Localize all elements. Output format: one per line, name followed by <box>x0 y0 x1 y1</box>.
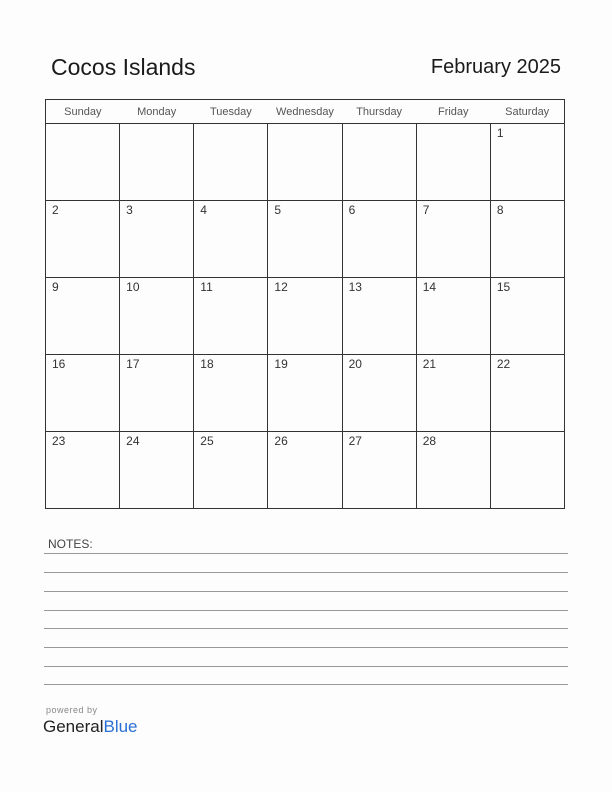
week-row <box>46 201 565 278</box>
week-row <box>46 432 565 509</box>
day-number <box>417 124 490 126</box>
day-cell <box>194 201 268 278</box>
day-number: 22 <box>496 357 511 371</box>
day-number: 25 <box>200 434 214 448</box>
day-cell <box>120 432 194 509</box>
day-number: 13 <box>348 280 362 294</box>
weekday-wednesday: Wednesday <box>268 100 342 124</box>
day-cell <box>268 278 342 355</box>
day-cell <box>490 432 564 509</box>
note-line <box>44 591 568 592</box>
generalblue-logo[interactable] <box>43 717 138 737</box>
note-line <box>44 666 568 667</box>
day-cell <box>416 124 490 201</box>
calendar-grid <box>45 99 565 509</box>
day-number: 14 <box>422 280 437 294</box>
note-line <box>44 610 568 611</box>
logo-general-text: General <box>43 717 104 736</box>
day-number: 5 <box>274 203 282 217</box>
day-number: 27 <box>348 434 362 448</box>
day-cell <box>120 355 194 432</box>
day-number: 8 <box>496 203 504 217</box>
day-number <box>268 124 341 126</box>
day-number: 19 <box>274 357 288 371</box>
day-number: 10 <box>126 280 140 294</box>
day-number: 3 <box>126 203 133 217</box>
day-cell <box>194 278 268 355</box>
day-cell <box>46 201 120 278</box>
day-cell <box>342 124 416 201</box>
note-line <box>44 647 568 648</box>
day-number: 2 <box>52 203 59 217</box>
day-cell <box>342 432 416 509</box>
weekday-thursday: Thursday <box>342 100 416 124</box>
day-cell <box>342 201 416 278</box>
calendar-country-title: Cocos Islands <box>51 54 196 80</box>
day-cell <box>416 432 490 509</box>
day-cell <box>268 432 342 509</box>
day-cell <box>490 355 564 432</box>
week-row <box>46 124 565 201</box>
day-number: 20 <box>348 357 362 371</box>
day-cell <box>46 278 120 355</box>
day-cell <box>268 355 342 432</box>
day-cell <box>194 355 268 432</box>
day-number: 7 <box>422 203 430 217</box>
day-number: 15 <box>496 280 511 294</box>
day-cell <box>46 432 120 509</box>
day-number: 1 <box>496 126 504 140</box>
weekday-header-row <box>46 100 565 124</box>
day-cell <box>120 201 194 278</box>
day-number <box>46 124 119 126</box>
day-number: 17 <box>126 357 140 371</box>
week-row <box>46 278 565 355</box>
weekday-tuesday: Tuesday <box>194 100 268 124</box>
day-number: 28 <box>422 434 437 448</box>
day-cell <box>490 278 564 355</box>
day-number: 16 <box>52 357 66 371</box>
day-number: 6 <box>348 203 356 217</box>
day-number <box>343 124 416 126</box>
weekday-monday: Monday <box>120 100 194 124</box>
day-number: 23 <box>52 434 66 448</box>
powered-by-text: powered by <box>46 705 98 715</box>
day-cell <box>416 201 490 278</box>
day-number: 21 <box>422 357 437 371</box>
day-cell <box>46 355 120 432</box>
day-cell <box>342 355 416 432</box>
day-cell <box>194 124 268 201</box>
note-line <box>44 628 568 629</box>
day-cell <box>194 432 268 509</box>
note-line <box>44 572 568 573</box>
day-number <box>120 124 193 126</box>
day-cell <box>268 201 342 278</box>
notes-label: NOTES: <box>48 537 93 551</box>
day-number: 4 <box>200 203 207 217</box>
day-cell <box>120 278 194 355</box>
weekday-saturday: Saturday <box>490 100 564 124</box>
day-cell <box>416 278 490 355</box>
day-cell <box>342 278 416 355</box>
day-cell <box>120 124 194 201</box>
day-cell <box>416 355 490 432</box>
day-number: 24 <box>126 434 140 448</box>
calendar-month-title: February 2025 <box>430 56 561 78</box>
week-row <box>46 355 565 432</box>
weekday-friday: Friday <box>416 100 490 124</box>
logo-blue-text: Blue <box>103 717 138 736</box>
weekday-sunday: Sunday <box>46 100 120 124</box>
day-number: 9 <box>52 280 59 294</box>
note-line <box>44 553 568 554</box>
day-cell <box>490 201 564 278</box>
day-cell <box>268 124 342 201</box>
day-number <box>194 124 267 126</box>
day-number: 26 <box>274 434 288 448</box>
day-cell <box>490 124 564 201</box>
day-number: 18 <box>200 357 214 371</box>
day-number: 11 <box>200 280 213 294</box>
day-number: 12 <box>274 280 288 294</box>
day-cell <box>46 124 120 201</box>
day-number <box>491 432 564 434</box>
note-line <box>44 684 568 685</box>
